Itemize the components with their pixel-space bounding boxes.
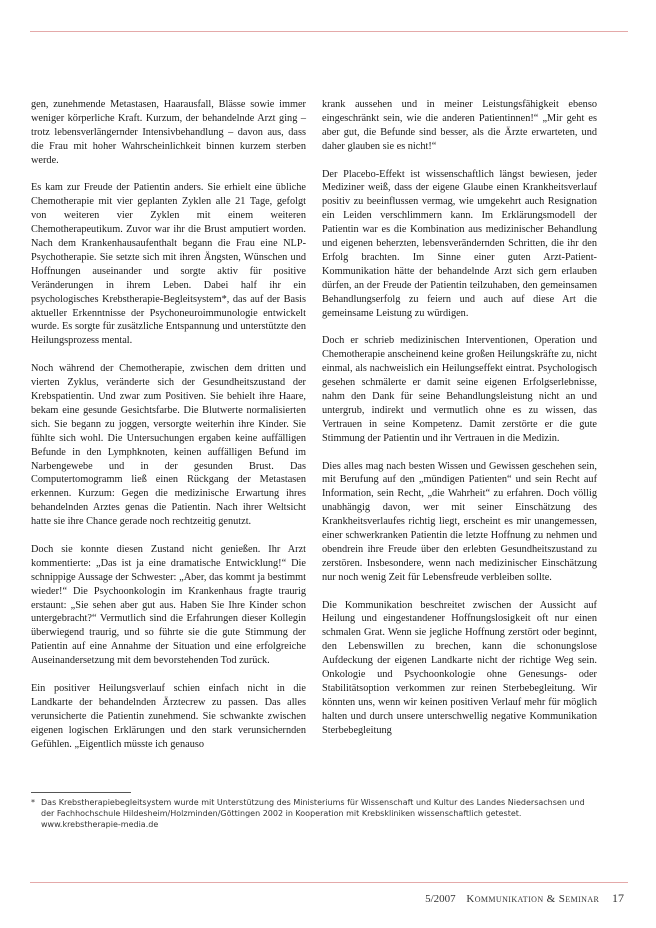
paragraph: Doch sie konnte diesen Zustand nicht genießen. Ihr Arzt kommentierte: „Das ist ja eine dramatische Entwicklung!“ Die schnippige Aussage der Schwester: „Aber, das kommt ja bestimmt wieder!“ Die Psychoonkologin im Krankenhaus fragte traurig erstaunt: „Sie sehen aber gut aus. Haben Sie Ihre Kinder schon untergebracht?“ Vermutlich sind die Erfahrungen dieser Kollegin überwiegend traurig, und so führte sie die gute Stimmung der Patientin auf eine Annahme der Situation und eine erfolgreiche Auseinandersetzung mit dem bevorstehenden Tod zurück.	[31, 543, 306, 667]
paragraph: krank aussehen und in meiner Leistungsfähigkeit ebenso eingeschränkt sein, wie die anderen Patientinnen!“ „Mir geht es aber gut, die Befunde sind besser, als die Ärzte erwarteten, und daher glauben sie es nicht!“	[322, 99, 597, 152]
journal-title: Kommunikation & Seminar	[466, 893, 600, 905]
page-number: 17	[612, 891, 624, 905]
paragraph: Es kam zur Freude der Patientin anders. Sie erhielt eine übliche Chemotherapie mit vier geplanten Zyklen alle 21 Tage, gefolgt von weiteren vier Zyklen mit einem weiteren Chemotherapeutikum. Zuvor war ihr die Brust amputiert worden. Nach dem Krankenhausaufenthalt begann die Frau eine NLP-Psychotherapie. Sie setzte sich mit ihren Ängsten, Wünschen und Hoffnungen auseinander und sorgte aktiv für positive Veränderungen in ihrem Leben. Dabei half ihr ein psychologisches Krebstherapie-Begleitsystem*, das auf der Basis aktueller Erkenntnisse der Psychoneuroimmunologie entwickelt wurde. Es sorgte für zusätzliche Entspannung und unterstützte den Heilungsprozess mental.	[31, 182, 306, 347]
bottom-rule	[30, 882, 628, 883]
footnote-text: Das Krebstherapiebegleitsystem wurde mit Unterstützung des Ministeriums für Wissenschaft und Kultur des Landes Niedersachsen und der Fachhochschule Hildesheim/Holzminden/Göttingen 2002 in Kooperation mit Krebskliniken wissenschaftlich getestet. www.krebstherapie-media.de	[41, 798, 585, 830]
paragraph: Die Kommunikation beschreitet zwischen der Aussicht auf Heilung und eingestandener Hoffnungslosigkeit oft nur einen schmalen Grat. Wenn sie jegliche Hoffnung zerstört oder beginnt, den Lebenswillen zu brechen, kann die schonungslose Aufdeckung der eigenen Landkarte nicht der richtige Weg sein. Onkologie und Psychoonkologie ohne Genesungs- oder Stabilitätsoption verkommen zur reinen Sterbebegleitung. Wir könnten uns, wenn wir keinen positiven Verlauf mehr für möglich halten und durch unsere unterschwellig negative Kommunikation Sterbebegleitung	[322, 599, 597, 736]
right-column	[322, 98, 597, 752]
top-rule	[30, 31, 628, 32]
paragraph: Ein positiver Heilungsverlauf schien einfach nicht in die Landkarte der behandelnden Ärztecrew zu passen. Das alles verunsicherte die Patientin zunehmend. Sie schwankte zwischen eigenen logischen Erklärungen und den stark verunsichernden Gefühlen. „Eigentlich müsste ich genauso	[31, 683, 306, 750]
paragraph: Dies alles mag nach besten Wissen und Gewissen geschehen sein, mit Berufung auf den „mündigen Patienten“ und sein Recht auf Information, sein Recht, „die Wahrheit“ zu erfahren. Doch völlig unabhängig davon, wer mit seiner Einschätzung des Krankheitsverlaufes richtig liegt, erscheint es mir unangemessen, einer schwerkranken Patientin die letzte Hoffnung zu nehmen und obendrein ihre Freude über den erlebten Gesundheitszustand zu zerstören. Insbesondere, wenn nach medizinischer Einschätzung nur noch wenig Zeit für Lebensfreude verbleiben sollte.	[322, 460, 597, 583]
paragraph: Doch er schrieb medizinischen Interventionen, Operation und Chemotherapie anscheinend keine großen Heilungskräfte zu, nicht einmal, als nachweislich ein Heilungseffekt eintrat. Psychologisch gesehen schmälerte er damit seine eigenen Erfolgserlebnisse, nahm den Dank für seine Behandlungsleistung nicht an und untergrub, indirekt und vermutlich ohne es zu wissen, das Vertrauen in seine Kompetenz. Damit zerstörte er die gute Stimmung der Patientin und ihr Vertrauen in die Medizin.	[322, 335, 597, 444]
footnote-separator	[31, 792, 131, 793]
left-column	[31, 98, 306, 765]
paragraph: Noch während der Chemotherapie, zwischen dem dritten und vierten Zyklus, veränderte sich der Gesundheitszustand der Krebspatientin. Und zwar zum Positiven. Sie behielt ihre Haare, bekam eine gesunde Gesichtsfarbe. Die Blutwerte normalisierten sich. Sie begann zu joggen, versorgte weiterhin ihre Kinder. Sie fühlte sich wohl. Die Untersuchungen ergaben keine auffälligen Befunde in den Lymphknoten, keinen auffälligen Befund im Narbengewebe und in der gesunden Brust. Das Computertomogramm ließ einen Rückgang der Metastasen erkennen. Kurzum: Gegen die medizinische Erwartung ihres behandelnden Arztes genas die Patientin. Nach ihrer Weltsicht hatte sie ihre Chance gerade noch rechtzeitig genutzt.	[31, 363, 306, 528]
paragraph: gen, zunehmende Metastasen, Haarausfall, Blässe sowie immer weniger körperliche Kraft. Kurzum, der behandelnde Arzt ging – trotz lebensverlängernder Intensivbehandlung – davon aus, dass die Frau mit hoher Wahrscheinlichkeit binnen kurzem sterben werde.	[31, 99, 306, 166]
footnote	[31, 797, 596, 831]
page-footer	[425, 891, 624, 906]
issue-number: 5/2007	[425, 893, 456, 905]
footnote-mark: *	[31, 798, 35, 807]
paragraph: Der Placebo-Effekt ist wissenschaftlich längst bewiesen, jeder Mediziner weiß, dass der eigene Glaube einen Krankheitsverlauf positiv zu beeinflussen vermag, wie umgekehrt auch Resignation ein Leiden verschlimmern kann. Im Erklärungsmodell der Patientin war es die Kombination aus medizinischer Behandlung und eigenen beherzten, lebensverändernden Schritten, die ihr den Erfolg brachten. Im Sinne einer guten Arzt-Patient-Kommunikation hätte der behandelnde Arzt sich gern erlauben dürfen, an der Freude der Patientin teilzuhaben, den gemeinsamen Behandlungserfolg zu feiern und auch auf diese Art die gemeinsame Leistung zu würdigen.	[322, 168, 597, 319]
